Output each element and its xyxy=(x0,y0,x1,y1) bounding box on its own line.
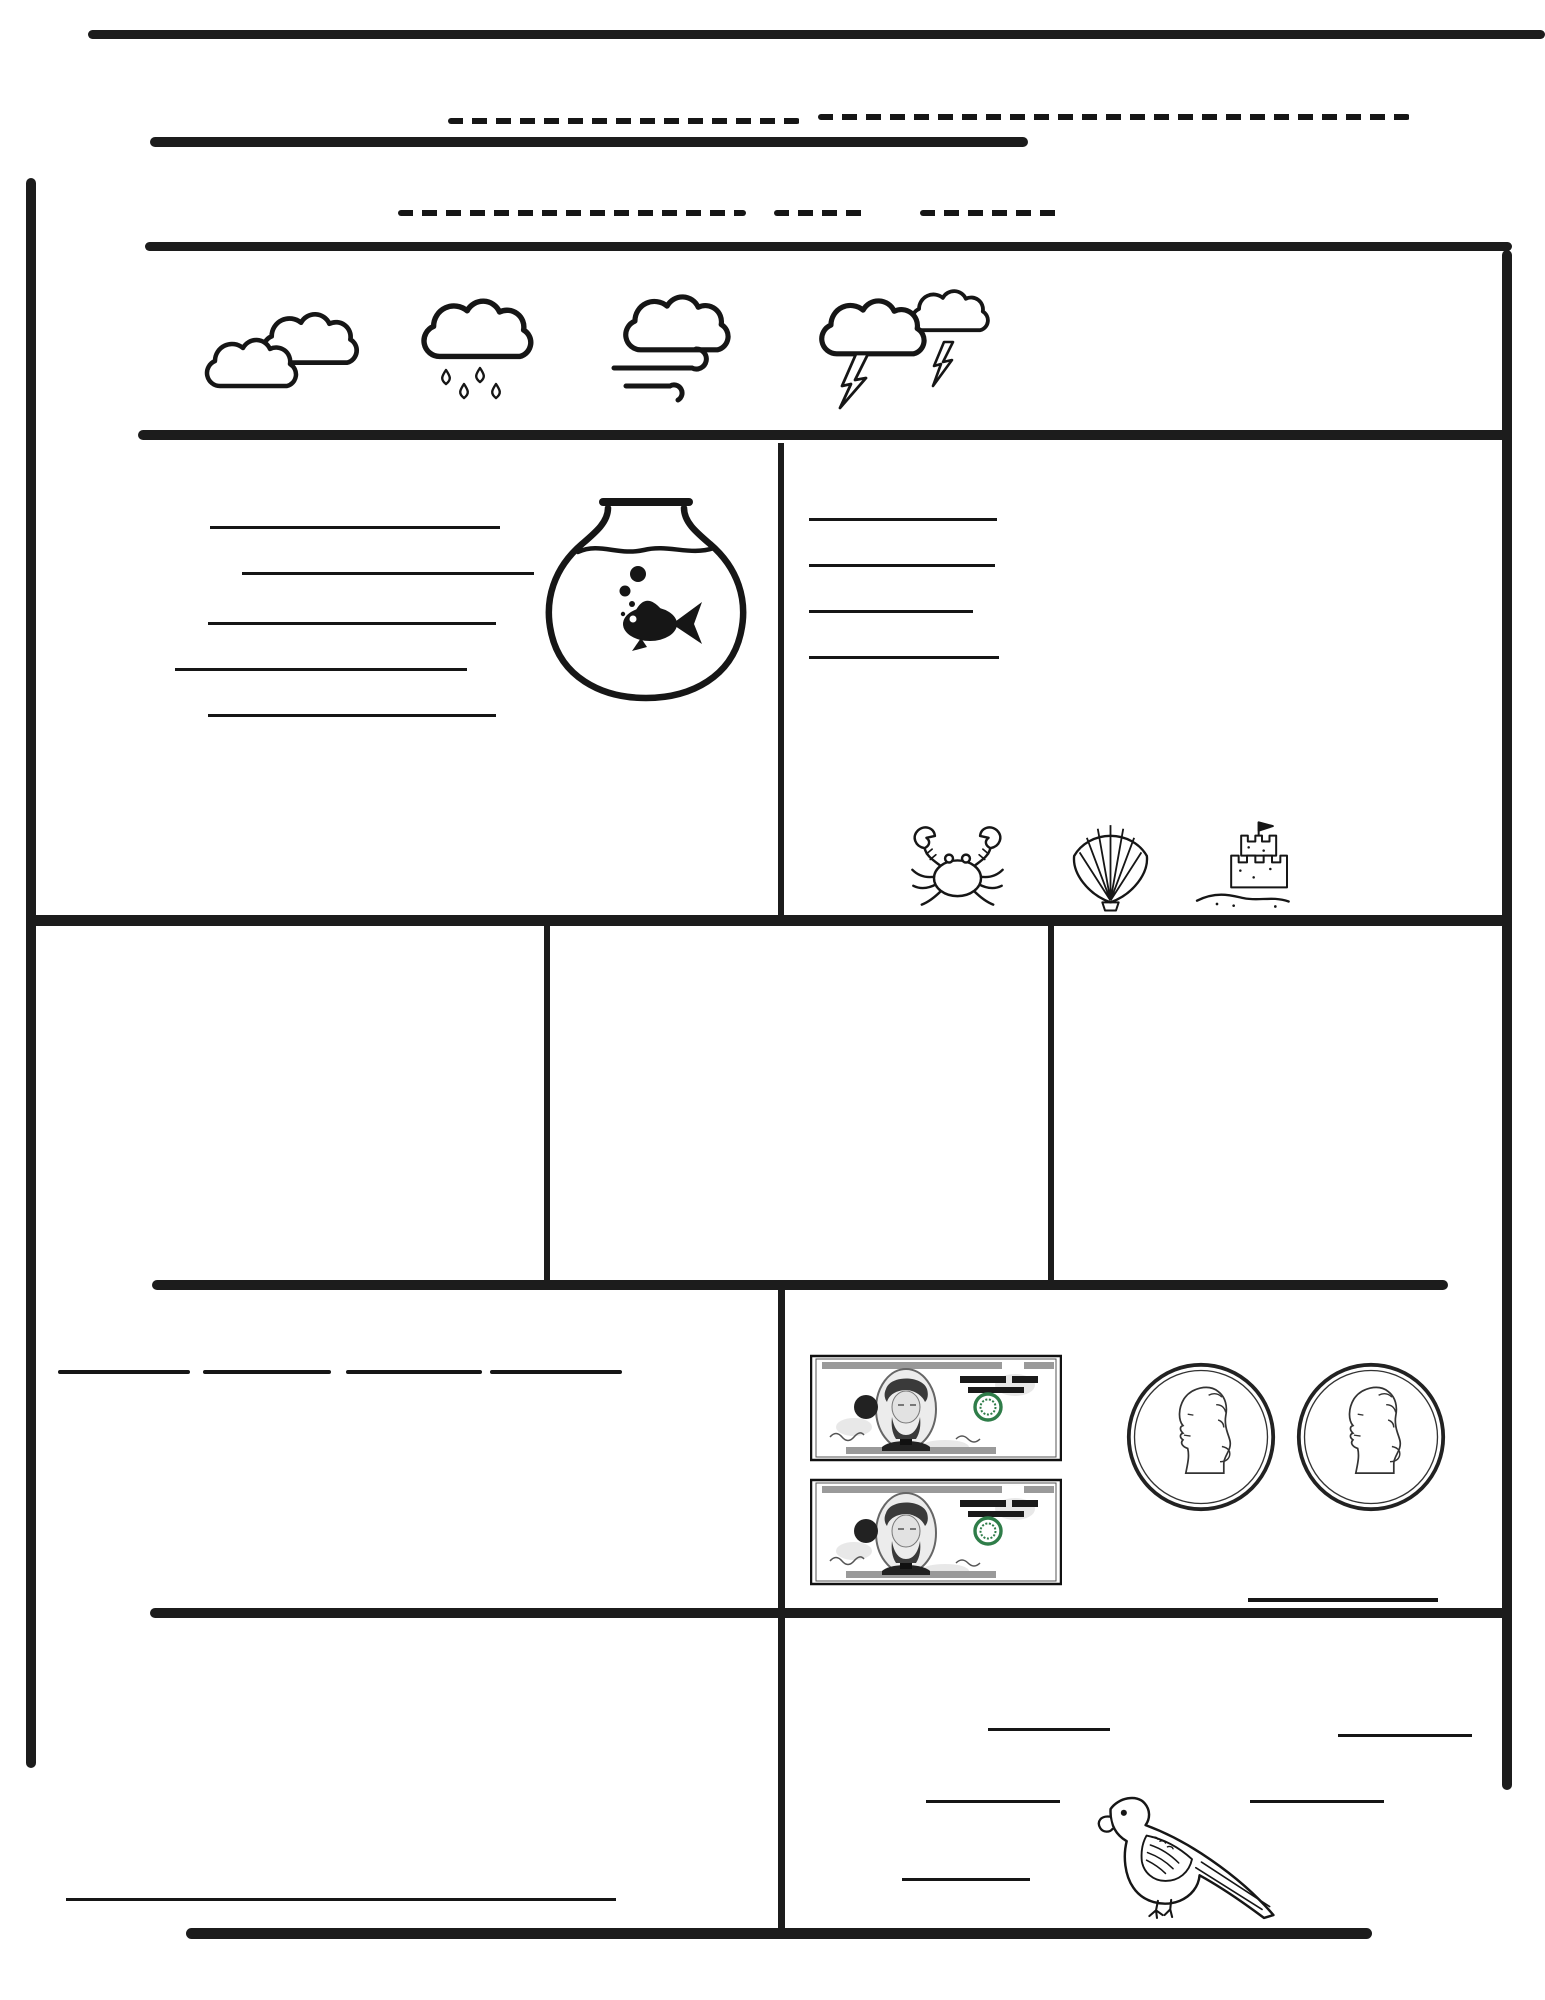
clock-face-1[interactable] xyxy=(585,1006,777,1198)
sentence-4 xyxy=(800,628,1008,667)
name-underline-rule xyxy=(150,137,1028,147)
verb-feel-blank[interactable] xyxy=(208,678,496,717)
quarter-coin-1 xyxy=(1125,1361,1277,1513)
divider-11-12 xyxy=(778,1618,785,1930)
divider-6-7 xyxy=(544,926,550,1280)
sandcastle-icon xyxy=(1192,814,1292,914)
word-problem-answer-blank[interactable] xyxy=(66,1862,616,1901)
multiplication-problem-1 xyxy=(58,1352,190,1374)
sentence-1-blank[interactable] xyxy=(809,490,997,521)
sun-icon xyxy=(63,296,171,404)
syllable-blank-deer[interactable] xyxy=(902,1838,1030,1881)
clock-face-2[interactable] xyxy=(819,1006,1011,1198)
sentence-2 xyxy=(800,536,1004,575)
year-field[interactable] xyxy=(920,210,1060,216)
rule-below-4-5 xyxy=(28,915,1512,926)
sentence-3-blank[interactable] xyxy=(809,582,973,613)
seashell-icon xyxy=(1058,816,1163,916)
sentence-3 xyxy=(800,582,982,621)
weather-option-sunny[interactable] xyxy=(55,294,179,440)
weather-option-cloudy[interactable] xyxy=(200,300,370,440)
five-dollar-bill-2 xyxy=(810,1478,1062,1586)
syllable-blank-parakeet[interactable] xyxy=(988,1688,1110,1731)
multiplication-problem-2 xyxy=(203,1352,331,1374)
parakeet-icon xyxy=(1072,1792,1312,1934)
sentence-1 xyxy=(800,490,1006,529)
divider-4-5 xyxy=(778,443,784,915)
syllable-blank-woodpecker[interactable] xyxy=(1338,1694,1472,1737)
verb-dive-blank[interactable] xyxy=(210,490,500,529)
wind-cloud-icon xyxy=(606,290,756,404)
left-border xyxy=(26,178,36,1768)
first-name-field[interactable] xyxy=(448,118,800,124)
verb-brush-blank[interactable] xyxy=(208,586,496,625)
multiplication-problem-3 xyxy=(346,1352,482,1374)
verb-show-blank[interactable] xyxy=(175,632,467,671)
weather-option-rainy[interactable] xyxy=(412,290,542,440)
rule-below-6-7-8 xyxy=(152,1280,1448,1290)
crab-icon xyxy=(905,820,1010,914)
weather-option-snowy[interactable] xyxy=(1032,282,1156,440)
month-field[interactable] xyxy=(398,210,746,216)
syllable-blank-eagle[interactable] xyxy=(926,1760,1060,1803)
day-field[interactable] xyxy=(774,210,870,216)
money-total-blank[interactable] xyxy=(1248,1556,1438,1602)
multiplication-problem-4 xyxy=(490,1352,622,1374)
sentence-4-blank[interactable] xyxy=(809,628,999,659)
weather-option-windy[interactable] xyxy=(606,288,756,440)
date-rule xyxy=(145,242,1512,251)
storm-cloud-icon xyxy=(810,286,990,410)
five-dollar-bill-1 xyxy=(810,1354,1062,1462)
divider-9-10 xyxy=(778,1290,785,1610)
quarter-coin-2 xyxy=(1295,1361,1447,1513)
top-rule xyxy=(88,30,1545,39)
divider-7-8 xyxy=(1048,926,1054,1280)
weather-option-stormy[interactable] xyxy=(810,284,990,440)
verb-watch-blank[interactable] xyxy=(242,536,534,575)
clouds-icon xyxy=(200,306,370,406)
last-name-field[interactable] xyxy=(818,114,1410,120)
rule-below-9-10 xyxy=(150,1608,1512,1618)
sentence-2-blank[interactable] xyxy=(809,536,995,567)
rain-cloud-icon xyxy=(412,292,542,408)
product-blank-3[interactable] xyxy=(346,1370,482,1374)
product-blank-2[interactable] xyxy=(203,1370,331,1374)
product-blank-4[interactable] xyxy=(490,1370,622,1374)
fishbowl-icon xyxy=(520,488,772,708)
product-blank-1[interactable] xyxy=(58,1370,190,1374)
right-border xyxy=(1502,250,1512,1790)
